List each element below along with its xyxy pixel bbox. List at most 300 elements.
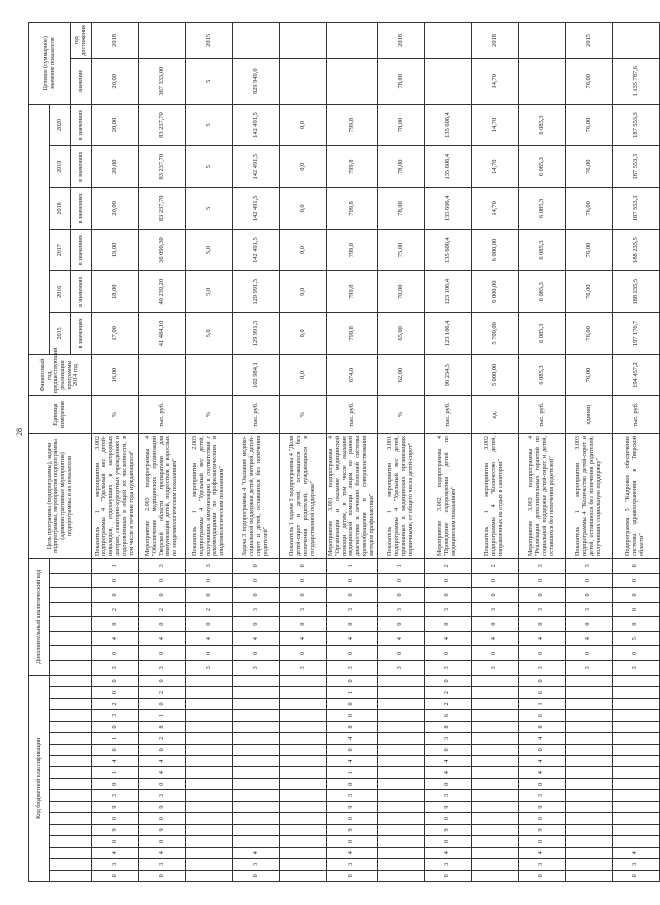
program-code-digit: 3	[139, 558, 186, 573]
budget-subhead-11	[50, 744, 92, 755]
budget-code-digit: 8	[518, 721, 565, 732]
table-row	[92, 23, 139, 882]
budget-code-digit	[471, 859, 518, 870]
budget-code-digit	[565, 744, 612, 755]
budget-code-digit: 2	[139, 687, 186, 698]
budget-code-digit	[565, 710, 612, 721]
program-code-digit: 4	[280, 631, 327, 646]
goal-text: Показатель 1 мероприятия 3.001 подпрограммы 4 "Удельный вес детей, признанных в медицинских организациях первичными, от общего числа детей-сирот"	[377, 433, 424, 558]
target-year	[424, 23, 471, 59]
budget-code-digit	[233, 778, 280, 789]
program-code-digit: 3	[565, 558, 612, 573]
rotated-table-stage	[28, 22, 646, 882]
budget-code-digit	[377, 721, 424, 732]
budget-code-digit: 1	[327, 687, 378, 698]
year-value: 142 491,5	[233, 188, 280, 230]
budget-subhead-8	[50, 778, 92, 789]
year-value: 40 239,20	[139, 271, 186, 313]
budget-code-digit: 3	[424, 733, 471, 744]
unit-value: %	[186, 396, 233, 434]
program-code-digit: 0	[471, 573, 518, 588]
goal-text: Подпрограмма 5 "Кадровое обеспечение системы здравоохранения в Тверской области"	[612, 433, 659, 558]
program-code-digit: 3	[518, 602, 565, 617]
budget-code-digit: 9	[327, 824, 378, 835]
year-value: 142 491,5	[233, 229, 280, 271]
program-code-digit: 3	[186, 558, 233, 573]
budget-code-digit	[565, 801, 612, 812]
budget-code-digit	[280, 836, 327, 847]
budget-code-digit: 4	[233, 847, 280, 858]
year-value: 6 085,3	[518, 229, 565, 271]
budget-code-digit	[280, 859, 327, 870]
budget-code-digit	[377, 687, 424, 698]
budget-code-digit: 0	[424, 778, 471, 789]
budget-code-digit	[471, 675, 518, 687]
budget-code-digit: 4	[424, 767, 471, 778]
year-value: 5 700,00	[471, 313, 518, 355]
budget-code-digit	[471, 824, 518, 835]
year-value: 75,00	[377, 229, 424, 271]
year-value: 799,8	[327, 104, 378, 146]
budget-code-digit: 3	[233, 859, 280, 870]
program-code-digit: 0	[612, 558, 659, 573]
budget-code-digit	[186, 721, 233, 732]
budget-code-digit: 0	[139, 836, 186, 847]
program-code-digit: 0	[612, 646, 659, 661]
year-sub-2019: в значениях	[71, 146, 92, 188]
table-row	[518, 23, 565, 882]
program-code-digit: 4	[377, 631, 424, 646]
year-value: 135 606,4	[424, 188, 471, 230]
goal-header: Цель программы (подпрограммы), задачи подпрограммы, мероприятия подпрограммы (административные мероприятия) подпрограммы и их показатели	[29, 433, 92, 558]
budget-code-digit	[377, 733, 424, 744]
year-sub-2020: в значениях	[71, 104, 92, 146]
year-value: 36 090,30	[139, 229, 186, 271]
year-value: 41 484,10	[139, 313, 186, 355]
budget-code-digit: 6	[424, 710, 471, 721]
budget-code-digit: 8	[327, 721, 378, 732]
program-code-digit: 0	[377, 617, 424, 632]
budget-code-digit: 0	[92, 687, 139, 698]
table-row	[565, 23, 612, 882]
year-value: 70,00	[377, 271, 424, 313]
program-code-digit: 0	[233, 646, 280, 661]
budget-code-digit	[233, 836, 280, 847]
budget-code-digit	[377, 870, 424, 881]
program-code-header: Дополнительный аналитический код	[29, 558, 50, 675]
year-header-2015: 2015	[50, 313, 71, 355]
program-code-digit: 3	[612, 661, 659, 676]
budget-code-digit	[186, 675, 233, 687]
budget-code-digit: 0	[92, 721, 139, 732]
budget-code-digit	[565, 721, 612, 732]
budget-code-digit: 4	[518, 756, 565, 767]
target-value	[280, 58, 327, 104]
program-code-digit: 3	[471, 602, 518, 617]
budget-code-digit: 0	[327, 744, 378, 755]
budget-code-digit: 0	[139, 870, 186, 881]
base-value: 0,0	[280, 354, 327, 396]
budget-code-digit: 1	[327, 767, 378, 778]
program-code-digit: 0	[233, 588, 280, 603]
budget-code-digit	[233, 801, 280, 812]
budget-code-digit: 0	[139, 744, 186, 755]
year-value: 6 000,00	[471, 229, 518, 271]
budget-code-digit: 4	[139, 847, 186, 858]
budget-code-digit: 4	[424, 847, 471, 858]
budget-code-digit	[280, 744, 327, 755]
year-value: 135 606,4	[424, 229, 471, 271]
budget-code-digit	[565, 778, 612, 789]
program-code-digit: 0	[518, 573, 565, 588]
year-header-2020: 2020	[50, 104, 71, 146]
budget-code-digit	[612, 710, 659, 721]
program-code-digit: 0	[612, 588, 659, 603]
budget-code-digit	[233, 733, 280, 744]
unit-value: %	[92, 396, 139, 434]
year-value: 76,00	[565, 104, 612, 146]
year-value: 14,70	[471, 104, 518, 146]
program-code-digit: 0	[424, 617, 471, 632]
budget-code-digit	[280, 698, 327, 709]
budget-code-digit: 1	[92, 767, 139, 778]
budget-code-digit: 9	[424, 824, 471, 835]
goal-text: Показатель 1 мероприятия 3.002 подпрограммы 4 "Количество детей, направленных на отдых в санатории"	[471, 433, 518, 558]
base-value: 674,0	[327, 354, 378, 396]
budget-code-digit: 0	[139, 778, 186, 789]
budget-code-digit	[612, 790, 659, 801]
budget-code-digit: 0	[424, 675, 471, 687]
year-value: 187 553,3	[612, 188, 659, 230]
budget-code-digit: 3	[612, 859, 659, 870]
budget-code-digit	[377, 790, 424, 801]
budget-code-digit	[612, 778, 659, 789]
target-year: 2018	[471, 23, 518, 59]
budget-code-digit: 0	[139, 698, 186, 709]
budget-code-digit: 0	[139, 675, 186, 687]
budget-subhead-1	[50, 859, 92, 870]
program-subhead-7	[50, 558, 92, 573]
budget-code-digit: 0	[92, 675, 139, 687]
program-code-digit: 3	[377, 661, 424, 676]
budget-code-digit	[377, 859, 424, 870]
budget-code-digit	[280, 870, 327, 881]
budget-code-digit	[186, 836, 233, 847]
budget-code-digit	[186, 710, 233, 721]
budget-code-digit: 0	[139, 813, 186, 824]
page-number: 28	[15, 428, 24, 436]
budget-code-digit	[280, 756, 327, 767]
target-year	[233, 23, 280, 59]
budget-code-digit: 0	[92, 813, 139, 824]
program-code-digit: 3	[92, 661, 139, 676]
budget-code-digit	[233, 824, 280, 835]
budget-code-digit: 0	[424, 744, 471, 755]
unit-value: %	[377, 396, 424, 434]
program-code-digit: 3	[139, 661, 186, 676]
budget-code-digit	[280, 824, 327, 835]
budget-code-digit: 9	[424, 801, 471, 812]
year-value: 0,0	[280, 271, 327, 313]
budget-code-digit	[612, 733, 659, 744]
year-value: 83 237,70	[139, 188, 186, 230]
program-code-digit: 0	[139, 573, 186, 588]
budget-code-digit: 4	[327, 733, 378, 744]
budget-code-digit	[612, 836, 659, 847]
goal-text: Показатель 1 задачи 3 подпрограммы 4 "Доля детей-сирот и детей, оставшихся без попечения родителей, нуждающихся в государственной поддержке"	[280, 433, 327, 558]
program-code-digit: 0	[186, 646, 233, 661]
budget-code-digit: 3	[139, 790, 186, 801]
budget-code-digit	[612, 675, 659, 687]
budget-subhead-5	[50, 813, 92, 824]
base-value	[139, 354, 186, 396]
year-value: 799,8	[327, 271, 378, 313]
budget-subhead-13	[50, 721, 92, 732]
budget-code-digit: 0	[518, 836, 565, 847]
budget-code-digit	[612, 687, 659, 698]
budget-code-digit	[565, 698, 612, 709]
budget-code-digit	[471, 687, 518, 698]
budget-code-digit: 0	[327, 778, 378, 789]
unit-value: тыс. руб.	[233, 396, 280, 434]
budget-code-digit	[377, 710, 424, 721]
program-code-digit: 3	[280, 602, 327, 617]
budget-code-digit	[186, 824, 233, 835]
program-code-digit: 3	[377, 602, 424, 617]
budget-code-digit	[377, 778, 424, 789]
program-code-digit: 0	[92, 617, 139, 632]
program-code-digit: 0	[471, 588, 518, 603]
goal-text: Мероприятие 2.003 подпрограммы 4 "Обеспечение медицинских организаций Тверской области препаратами для иммунизации детей, подростков и взрослых по эпидемиологическим показаниям"	[139, 433, 186, 558]
budget-code-digit	[186, 767, 233, 778]
program-code-digit: 1	[377, 558, 424, 573]
program-code-digit: 2	[186, 602, 233, 617]
program-code-digit: 0	[377, 573, 424, 588]
program-code-digit: 0	[424, 646, 471, 661]
year-value: 129 991,5	[233, 271, 280, 313]
base-value: 96 234,5	[424, 354, 471, 396]
program-code-digit: 0	[612, 602, 659, 617]
year-value: 188 235,5	[612, 229, 659, 271]
budget-code-digit: 0	[327, 813, 378, 824]
budget-code-digit	[233, 721, 280, 732]
year-value: 6 085,3	[518, 104, 565, 146]
program-code-digit: 0	[233, 617, 280, 632]
goal-text: Показатель 1 мероприятия 2.003 подпрограммы 4 "Удельный вес детей, получивших иммунизацию в соответствии с рекомендациями по профилактическим и эпидемиологическим показаниям"	[186, 433, 233, 558]
year-value: 78,00	[377, 146, 424, 188]
budget-code-digit	[565, 756, 612, 767]
budget-code-digit: 0	[424, 870, 471, 881]
target-value: 829 949,0	[233, 58, 280, 104]
year-sub-2016: в значениях	[71, 271, 92, 313]
budget-code-digit	[612, 801, 659, 812]
budget-code-digit: 4	[327, 756, 378, 767]
year-value: 18,00	[92, 271, 139, 313]
budget-subhead-3	[50, 836, 92, 847]
budget-code-digit	[471, 813, 518, 824]
year-value: 6 085,3	[518, 146, 565, 188]
budget-code-digit: 2	[92, 698, 139, 709]
budget-subhead-9	[50, 767, 92, 778]
program-code-digit: 5	[612, 631, 659, 646]
budget-code-header: Код бюджетной классификации	[29, 675, 50, 881]
target-year: 2018	[92, 23, 139, 59]
budget-subhead-0	[50, 870, 92, 881]
budget-code-digit: 3	[92, 710, 139, 721]
program-code-digit: 3	[565, 661, 612, 676]
budget-code-digit	[233, 767, 280, 778]
program-code-digit: 0	[327, 573, 378, 588]
goal-text: Мероприятие 3.001 подпрограммы 4 "Организация и оказание медицинской помощи детям, в том числе оказание медицинской помощи лицам по ранней диагностике и лечению болезней системы кровообращения и совершенствования методов профилактики"	[327, 433, 378, 558]
goal-text: Показатель 1 мероприятия 3.003 подпрограммы 4 "Количество детей-сирот и детей, оставшихся без попечения родителей, получивших социальную поддержку"	[565, 433, 612, 558]
budget-code-digit	[186, 733, 233, 744]
target-value-header: значение	[71, 58, 92, 104]
budget-code-digit	[471, 767, 518, 778]
goal-text: Показатель 1 мероприятия 3.002 подпрограммы 4 "Удельный вес детей-инвалидов, отдохнувших в загородных лагерях, санаторно-курортных учреждениях и оздоровленных в общей их численности, в том числе в течение года нуждающихся"	[92, 433, 139, 558]
budget-code-digit	[233, 698, 280, 709]
program-code-digit: 0	[233, 558, 280, 573]
year-value: 65,00	[377, 313, 424, 355]
year-value: 0,0	[280, 146, 327, 188]
year-value: 135 606,4	[424, 146, 471, 188]
budget-code-digit: 0	[92, 836, 139, 847]
year-value: 0,0	[280, 104, 327, 146]
program-code-digit: 0	[139, 588, 186, 603]
budget-code-digit: 4	[92, 847, 139, 858]
budget-code-digit	[280, 687, 327, 698]
program-code-digit: 4	[471, 631, 518, 646]
budget-code-digit: 9	[92, 801, 139, 812]
program-code-digit: 0	[280, 617, 327, 632]
budget-code-digit: 3	[518, 790, 565, 801]
program-code-digit: 0	[186, 617, 233, 632]
year-value: 83 237,70	[139, 146, 186, 188]
budget-code-digit: 3	[327, 790, 378, 801]
budget-code-digit	[233, 687, 280, 698]
target-year: 2015	[565, 23, 612, 59]
budget-code-digit: 3	[424, 790, 471, 801]
program-code-digit: 0	[565, 573, 612, 588]
program-code-digit: 4	[92, 631, 139, 646]
base-value: 5 000,00	[471, 354, 518, 396]
unit-value: единиц	[565, 396, 612, 434]
year-header-2018: 2018	[50, 188, 71, 230]
table-row	[233, 23, 280, 882]
program-code-digit: 0	[327, 588, 378, 603]
budget-code-digit: 9	[139, 824, 186, 835]
program-code-digit: 0	[327, 646, 378, 661]
base-value: 16,00	[92, 354, 139, 396]
budget-code-digit: 3	[327, 859, 378, 870]
table-row	[327, 23, 378, 882]
target-year	[518, 23, 565, 59]
program-code-digit: 0	[518, 646, 565, 661]
budget-code-digit: 9	[518, 824, 565, 835]
year-value: 78,00	[377, 104, 424, 146]
budget-code-digit	[565, 687, 612, 698]
budget-code-digit: 6	[518, 687, 565, 698]
program-code-digit: 4	[186, 631, 233, 646]
target-year	[139, 23, 186, 59]
budget-code-digit	[186, 790, 233, 801]
base-value	[186, 354, 233, 396]
program-subhead-5	[50, 588, 92, 603]
program-code-digit: 0	[377, 588, 424, 603]
program-code-digit: 0	[92, 573, 139, 588]
program-code-digit: 0	[565, 646, 612, 661]
program-subhead-2	[50, 631, 92, 646]
budget-code-digit	[377, 847, 424, 858]
budget-subhead-4	[50, 824, 92, 835]
target-year: 2018	[377, 23, 424, 59]
budget-code-digit: 2	[424, 687, 471, 698]
budget-code-digit: 0	[424, 836, 471, 847]
year-value: 76,00	[565, 188, 612, 230]
program-code-digit: 0	[139, 617, 186, 632]
budget-code-digit	[186, 698, 233, 709]
program-code-digit: 0	[280, 573, 327, 588]
budget-code-digit: 3	[424, 859, 471, 870]
budget-code-digit	[612, 698, 659, 709]
target-value	[424, 58, 471, 104]
program-code-digit: 2	[424, 558, 471, 573]
budget-code-digit: 4	[139, 767, 186, 778]
unit-value: тыс. руб.	[139, 396, 186, 434]
program-code-digit: 3	[424, 602, 471, 617]
budget-code-digit	[377, 756, 424, 767]
budget-code-digit	[565, 870, 612, 881]
target-year	[612, 23, 659, 59]
budget-code-digit	[471, 710, 518, 721]
year-value: 123 106,4	[424, 313, 471, 355]
program-code-digit: 0	[612, 617, 659, 632]
year-value: 6 000,00	[471, 271, 518, 313]
year-value: 17,00	[92, 313, 139, 355]
budget-code-digit: 0	[327, 698, 378, 709]
target-value	[327, 58, 378, 104]
budget-code-digit	[612, 756, 659, 767]
budget-code-digit: 0	[612, 870, 659, 881]
budget-subhead-6	[50, 801, 92, 812]
budget-subhead-16	[50, 687, 92, 698]
program-subhead-4	[50, 602, 92, 617]
program-code-digit: 0	[565, 617, 612, 632]
program-code-digit: 0	[233, 573, 280, 588]
unit-value: тыс. руб.	[327, 396, 378, 434]
year-value: 76,00	[565, 229, 612, 271]
budget-code-digit	[186, 687, 233, 698]
year-value: 0,0	[280, 313, 327, 355]
budget-code-digit: 4	[327, 847, 378, 858]
target-value: 367 333,00	[139, 58, 186, 104]
year-value: 14,70	[471, 146, 518, 188]
program-code-digit: 0	[424, 588, 471, 603]
budget-code-digit	[186, 870, 233, 881]
year-value: 188 235,5	[612, 271, 659, 313]
year-value: 19,00	[92, 229, 139, 271]
budget-code-digit	[280, 733, 327, 744]
year-value: 799,8	[327, 146, 378, 188]
budget-code-digit: 9	[518, 801, 565, 812]
budget-subhead-2	[50, 847, 92, 858]
budget-code-digit	[471, 698, 518, 709]
budget-code-digit: 9	[327, 801, 378, 812]
program-code-digit: 4	[565, 631, 612, 646]
program-code-digit: 0	[280, 588, 327, 603]
unit-value: тыс. руб.	[612, 396, 659, 434]
year-value: 6 085,3	[518, 271, 565, 313]
budget-code-digit	[612, 744, 659, 755]
